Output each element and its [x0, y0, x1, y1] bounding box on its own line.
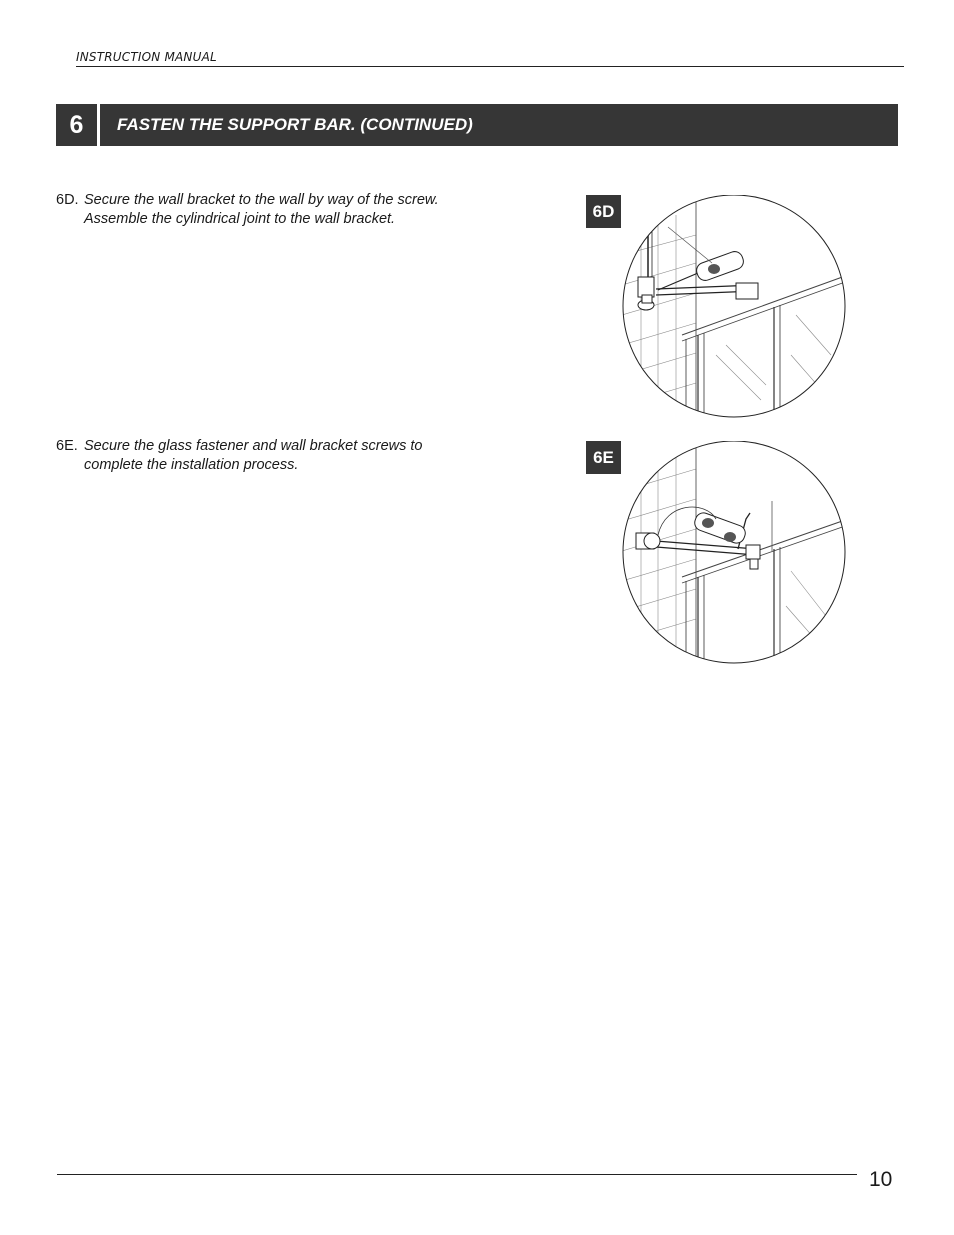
support-bar-illustration-6d	[586, 195, 848, 421]
instruction-text: Secure the wall bracket to the wall by way of the screw. Assemble the cylindrical joint to the wall bracket.	[84, 192, 439, 227]
header-divider	[76, 66, 904, 67]
figure-badge: 6E	[586, 441, 621, 474]
instruction-6e	[56, 437, 451, 475]
step-heading-bar	[56, 104, 898, 146]
figure-6e	[586, 441, 848, 667]
figure-6d	[586, 195, 848, 421]
instruction-number: 6D.	[56, 192, 79, 208]
footer-divider	[57, 1174, 857, 1175]
instruction-text: Secure the glass fastener and wall bracket screws to complete the installation process.	[84, 438, 423, 473]
instruction-6d	[56, 191, 451, 229]
step-title: FASTEN THE SUPPORT BAR. (CONTINUED)	[117, 115, 473, 134]
page-number: 10	[869, 1168, 893, 1191]
figure-badge: 6D	[586, 195, 621, 228]
manual-header-label: INSTRUCTION MANUAL	[76, 50, 217, 64]
step-number: 6	[56, 104, 97, 146]
instruction-number: 6E.	[56, 438, 78, 454]
step-title-box	[100, 104, 898, 146]
support-bar-illustration-6e	[586, 441, 848, 667]
